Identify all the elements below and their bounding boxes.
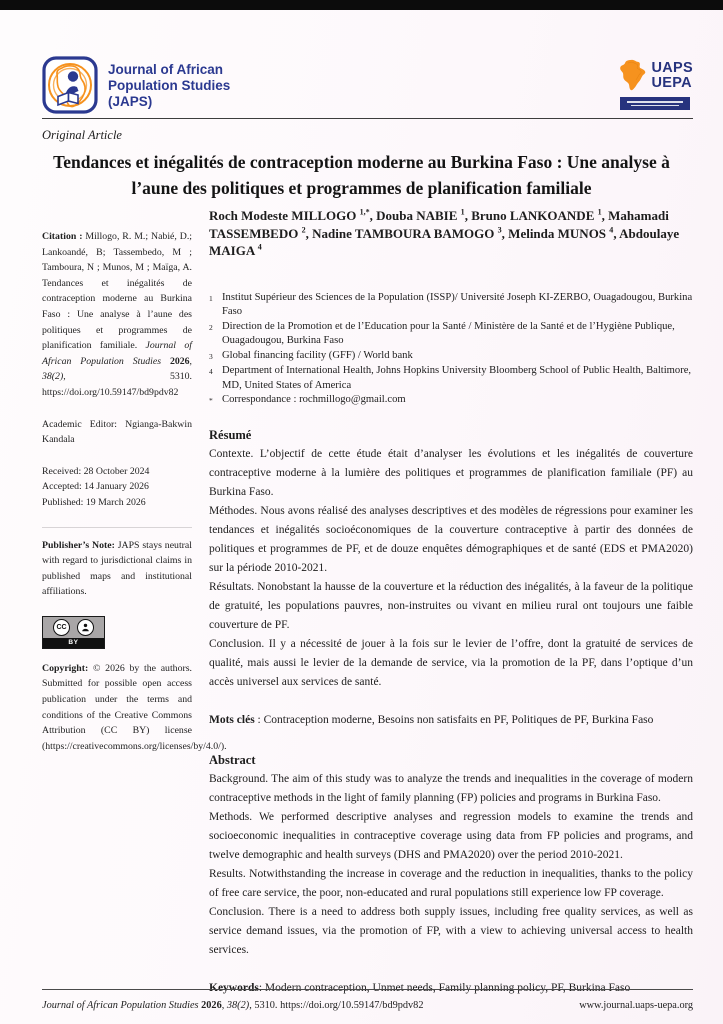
article-dates bbox=[42, 464, 192, 511]
article-type-label: Original Article bbox=[42, 128, 122, 142]
cc-by-label: BY bbox=[43, 638, 104, 648]
article-body bbox=[209, 207, 693, 998]
text-segment: , 5310. bbox=[249, 1000, 281, 1011]
license-link[interactable]: https://creativecommons.org/licenses/by/4.0/ bbox=[45, 740, 221, 752]
paragraph: Background. The aim of this study was to analyze the trends and inequalities in the coverage of modern contraceptive methods in the light of family planning (FP) policies and programs in Burkina Faso. bbox=[209, 772, 693, 804]
text-segment: Mots clés bbox=[209, 713, 255, 726]
text-segment: 38(2) bbox=[226, 1000, 250, 1011]
sidebar-divider bbox=[42, 527, 192, 528]
top-black-bar bbox=[0, 0, 723, 10]
author-affiliation-marker: 2 bbox=[301, 225, 306, 235]
author-affiliation-marker: 1,* bbox=[359, 207, 370, 217]
text-segment: Keywords bbox=[209, 981, 259, 994]
resume-heading: Résumé bbox=[209, 427, 252, 442]
footer-divider bbox=[42, 989, 693, 990]
received-date: Received: 28 October 2024 bbox=[42, 465, 150, 477]
mots-cles-line bbox=[209, 711, 693, 730]
author-name: Melinda MUNOS $^4$ bbox=[508, 225, 614, 241]
text-segment: Journal of African Population Studies bbox=[42, 340, 192, 367]
banner-text-line bbox=[631, 105, 679, 107]
affiliation-marker: 3 bbox=[209, 351, 213, 361]
copyright-block bbox=[42, 661, 227, 755]
content-columns bbox=[42, 207, 693, 998]
abstract-heading: Abstract bbox=[209, 752, 256, 767]
japs-name-line: Journal of African bbox=[108, 62, 224, 77]
author-name: Nadine TAMBOURA BAMOGO $^3$ bbox=[312, 225, 502, 241]
footer-citation bbox=[42, 1000, 423, 1011]
article-title: Tendances et inégalités de contraception moderne au Burkina Faso : Une analyse à l’aune des politiques et programmes de planification familiale bbox=[53, 152, 670, 198]
text-segment: , bbox=[189, 355, 192, 367]
japs-logo-icon bbox=[42, 56, 98, 114]
resume-paragraphs bbox=[209, 445, 693, 692]
text-segment: 38(2) bbox=[42, 371, 64, 383]
uaps-banner bbox=[620, 97, 690, 110]
doi-link[interactable]: https://doi.org/10.59147/bd9pdv82 bbox=[42, 386, 179, 398]
text-segment: : Contraception moderne, Besoins non satisfaits en PF, Politiques de PF, Burkina Faso bbox=[254, 713, 654, 726]
affiliation-item bbox=[209, 320, 693, 349]
affiliation-item bbox=[209, 349, 693, 365]
affiliation-text: Direction de la Promotion et de l’Education pour la Santé / Ministère de la Santé et de l’Hygiène Publique, Ouagadougou, Burkina Faso bbox=[222, 320, 675, 346]
text-segment: © 2026 by the authors. Submitted for possible open access publication under the terms and conditions of the Creative Commons Attribution (CC BY) license ( bbox=[42, 662, 193, 752]
cc-by-badge bbox=[42, 616, 105, 649]
author-affiliation-marker: 4 bbox=[609, 225, 614, 235]
text-segment: , 5310. bbox=[63, 371, 192, 383]
author-name: Bruno LANKOANDE $^1$ bbox=[471, 207, 602, 223]
text-segment: 2026 bbox=[169, 355, 190, 367]
affiliation-text: Department of International Health, Johns Hopkins University Bloomberg School of Public Health, Baltimore, MD, United States of America bbox=[222, 365, 692, 391]
metadata-sidebar bbox=[42, 207, 227, 998]
paragraph: Résultats. Nonobstant la hausse de la couverture et la réduction des inégalités, à la faveur de la politique de gratuité, les populations pauvres, non-instruites ou vivant en milieu rural ont toujours une faible couverture de PF. bbox=[209, 580, 693, 631]
affiliation-text: Global financing facility (GFF) / World bank bbox=[222, 349, 413, 361]
author-affiliation-marker: 1 bbox=[597, 207, 602, 217]
uepa-acronym: UEPA bbox=[651, 75, 692, 91]
header-divider bbox=[42, 118, 693, 119]
person-icon bbox=[77, 619, 94, 636]
author-name: Mahamadi TASSEMBEDO $^2$ bbox=[209, 208, 669, 241]
text-segment: ). bbox=[220, 740, 227, 752]
affiliation-text: Institut Supérieur des Sciences de la Population (ISSP)/ Université Joseph KI-ZERBO, Ouagadougou, Burkina Faso bbox=[222, 291, 693, 317]
text-segment: 2026 bbox=[201, 1000, 222, 1011]
text-segment: Copyright: bbox=[42, 662, 93, 674]
author-affiliation-marker: 3 bbox=[497, 225, 502, 235]
author-affiliation-marker: 4 bbox=[257, 242, 262, 252]
accepted-date: Accepted: 14 January 2026 bbox=[42, 481, 149, 493]
text-segment: , bbox=[221, 1000, 227, 1011]
author-name: Roch Modeste MILLOGO $^{1,*}$ bbox=[209, 207, 370, 223]
text-segment: Journal of African Population Studies bbox=[42, 1000, 202, 1011]
affiliation-item bbox=[209, 393, 693, 409]
paragraph: Conclusion. Il y a nécessité de jouer à la fois sur le levier de l’offre, dont la gratuité de services de qualité, mais aussi le levier de la demande de service, via la promotion de la PF, dans l’optique d’un accès universel aux services de santé. bbox=[209, 637, 693, 688]
banner-text-line bbox=[627, 101, 683, 103]
author-affiliation-marker: 1 bbox=[460, 207, 465, 217]
paragraph: Methods. We performed descriptive analyses and regression models to examine the trends and socioeconomic inequalities in contraceptive coverage using data from FP policies and programs, and twelve demographic and health surveys (DHS and PMA2020) over the period 2010-2021. bbox=[209, 810, 693, 861]
publisher-note bbox=[42, 538, 192, 600]
text-segment: JAPS stays neutral with regard to jurisdictional claims in published maps and institutional affiliations. bbox=[42, 539, 192, 598]
affiliation-list bbox=[209, 291, 693, 409]
affiliation-text: Correspondance : rochmillogo@gmail.com bbox=[222, 394, 406, 405]
paragraph: Contexte. L’objectif de cette étude était d’analyser les évolutions et les inégalités de couverture contraceptive moderne à la lumière des politiques et programmes de planification familiale (PF) au Burkina Faso. bbox=[209, 447, 693, 498]
uaps-wordmark bbox=[652, 61, 694, 91]
author-name: Douba NABIE $^1$ bbox=[376, 207, 465, 223]
page-footer bbox=[42, 989, 693, 1011]
uaps-logo bbox=[618, 56, 694, 110]
text-segment: Millogo, R. M.; Nabié, D.; Lankoandé, B; Tassembedo, M ; Tamboura, N ; Munos, M ; Maïga, A. Tendances et inégalités de contraception moderne au Burkina Faso : Une analyse à l’aune des politiques et programmes de planification familiale. bbox=[42, 231, 192, 352]
academic-editor: Academic Editor: Ngianga-Bakwin Kandala bbox=[42, 418, 192, 446]
japs-logo bbox=[42, 56, 230, 114]
text-segment: Citation : bbox=[42, 231, 86, 242]
japs-logo-wordmark bbox=[108, 60, 230, 110]
africa-icon bbox=[618, 58, 647, 94]
published-date: Published: 19 March 2026 bbox=[42, 496, 146, 508]
paragraph: Méthodes. Nous avons réalisé des analyses descriptives et des modèles de régressions pour examiner les tendances et inégalités socioéconomiques de la couverture contraceptive à partir des données de politiques et programmes de PF, et de douze enquêtes démographiques et de santé (EDS et PMA2020) sur la période 2010-2021. bbox=[209, 504, 693, 574]
affiliation-marker: 4 bbox=[209, 367, 213, 376]
affiliation-marker: * bbox=[209, 396, 213, 405]
paragraph: Results. Notwithstanding the increase in coverage and the reduction in inequalities, thanks to the policy of free care service, the poor, non-educated and rural populations still experience low FP coverage. bbox=[209, 867, 693, 899]
paragraph: Conclusion. There is a need to address both supply issues, including free quality services, as well as service demand issues, via the promotion of FP, with a view to achieving universal access to health services. bbox=[209, 905, 693, 956]
author-name: Abdoulaye MAIGA $^4$ bbox=[209, 225, 680, 258]
affiliation-item bbox=[209, 291, 693, 320]
text-segment: Publisher’s Note: bbox=[42, 539, 118, 551]
japs-name-line: Population Studies bbox=[108, 78, 231, 93]
affiliation-marker: 2 bbox=[209, 322, 213, 332]
journal-header bbox=[42, 56, 693, 114]
affiliation-marker: 1 bbox=[209, 293, 213, 303]
cc-icon: CC bbox=[53, 619, 70, 636]
uaps-acronym: UAPS bbox=[651, 60, 693, 76]
doi-link[interactable]: https://doi.org/10.59147/bd9pdv82 bbox=[280, 1000, 424, 1011]
affiliation-item bbox=[209, 364, 693, 393]
journal-website-link[interactable]: www.journal.uaps-uepa.org bbox=[579, 1000, 693, 1011]
japs-name-line: (JAPS) bbox=[108, 94, 153, 109]
text-segment: : Modern contraception, Unmet needs, Family planning policy, PF, Burkina Faso bbox=[258, 981, 631, 994]
abstract-paragraphs bbox=[209, 770, 693, 960]
citation-block bbox=[42, 229, 192, 401]
author-list: Roch Modeste MILLOGO $^{1,*}$, Douba NABIE $^1$, Bruno LANKOANDE $^1$, Mahamadi TASSEMBEDO $^2$, Nadine TAMBOURA BAMOGO $^3$, Melinda MUNOS $^4$, Abdoulaye MAIGA $^4$ bbox=[209, 207, 680, 258]
